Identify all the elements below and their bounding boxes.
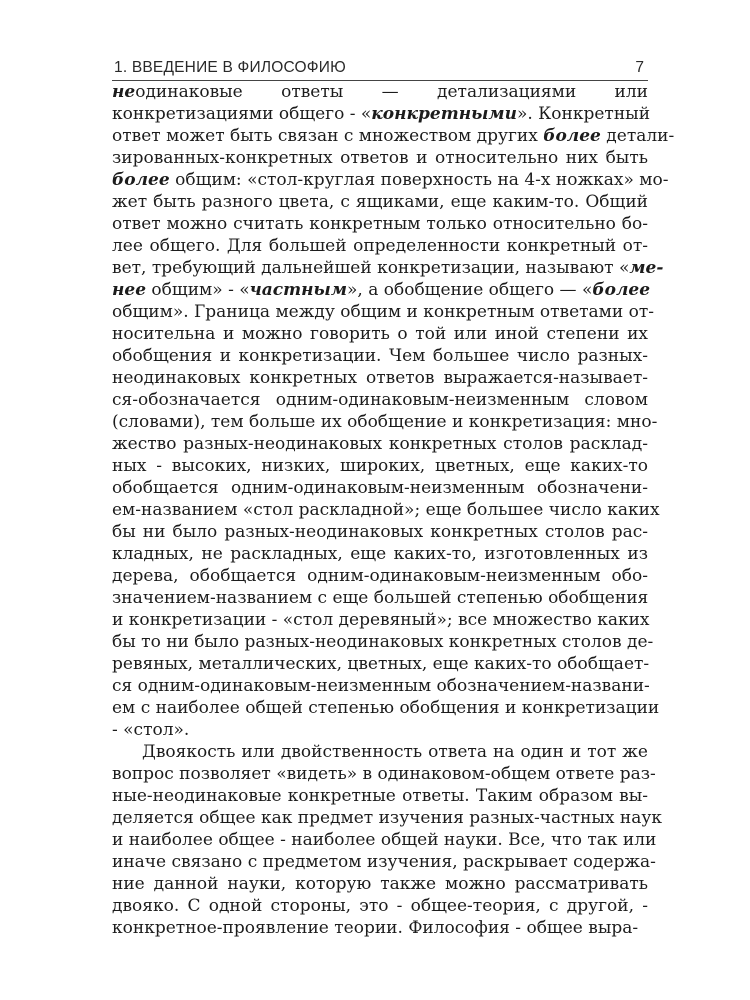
text-run: кладных, не раскладных, еще каких-то, изготовленных из: [112, 544, 648, 564]
text-line: [112, 367, 648, 389]
text-run: ем с наиболее общей степенью обобщения и конкретизации: [112, 698, 660, 718]
text-run: значением-названием с еще большей степенью обобщения: [112, 588, 649, 608]
text-run: », а обобщение общего — «: [347, 280, 593, 300]
text-run: неодинаковых конкретных ответов выражается-называет-: [112, 368, 648, 388]
running-header: [112, 56, 648, 80]
text-line: [112, 741, 648, 763]
text-run: вет, требующий дальнейшей конкретизации, называют «: [112, 258, 630, 278]
text-run: лее общего. Для большей определенности конкретный от-: [112, 236, 648, 256]
text-run: ных - высоких, низких, широких, цветных, еще каких-то: [112, 456, 648, 476]
text-run: носительна и можно говорить о той или иной степени их: [112, 324, 648, 344]
text-run: дерева, обобщается одним-одинаковым-неизменным обо-: [112, 566, 648, 586]
text-line: [112, 477, 648, 499]
text-line: [112, 631, 654, 653]
page-number: 7: [635, 59, 644, 76]
text-line: [112, 851, 656, 873]
text-line: [112, 895, 648, 917]
text-line: [112, 565, 648, 587]
text-line: [112, 257, 664, 279]
text-run: общим». Граница между общим и конкретным ответами от-: [112, 302, 655, 322]
text-run: и наиболее общее - наиболее общей науки. Все, что так или: [112, 830, 657, 850]
text-line: [112, 917, 648, 939]
text-line: [112, 191, 648, 213]
text-line: [112, 345, 648, 367]
text-line: [112, 499, 660, 521]
emphasis: ме-: [629, 258, 664, 278]
text-line: [112, 719, 648, 741]
chapter-title: 1. ВВЕДЕНИЕ В ФИЛОСОФИЮ: [114, 59, 346, 76]
body-text: [112, 81, 675, 939]
text-line: [112, 609, 648, 631]
text-run: ». Конкретный: [516, 104, 651, 124]
text-run: ние данной науки, которую также можно рассматривать: [112, 874, 648, 894]
text-run: ем-названием «стол раскладной»; еще большее число каких: [112, 500, 660, 520]
text-run: - «стол».: [112, 720, 190, 740]
text-run: Двоякость или двойственность ответа на один и тот же: [142, 742, 648, 762]
text-line: [112, 697, 660, 719]
emphasis: не: [112, 82, 136, 102]
text-run: обобщается одним-одинаковым-неизменным обозначени-: [112, 478, 648, 498]
paragraph: [112, 81, 675, 741]
text-run: общим» - «: [146, 280, 250, 300]
text-run: жество разных-неодинаковых конкретных столов расклад-: [112, 434, 648, 454]
text-line: [112, 389, 648, 411]
text-line: [112, 125, 675, 147]
text-line: [112, 455, 648, 477]
text-run: ся одним-одинаковым-неизменным обозначением-названи-: [112, 676, 650, 696]
text-run: вопрос позволяет «видеть» в одинаковом-общем ответе раз-: [112, 764, 656, 784]
text-line: [112, 587, 648, 609]
text-run: ответ можно считать конкретным только относительно бо-: [112, 214, 648, 234]
text-run: обобщения и конкретизации. Чем большее число разных-: [112, 346, 648, 366]
text-line: [112, 213, 648, 235]
text-run: деляется общее как предмет изучения разных-частных наук: [112, 808, 663, 828]
text-line: [112, 103, 651, 125]
text-run: (словами), тем больше их обобщение и конкретизация: мно-: [112, 412, 658, 432]
text-run: жет быть разного цвета, с ящиками, еще каким-то. Общий: [112, 192, 648, 212]
text-run: и конкретизации - «стол деревяный»; все множество каких: [112, 610, 650, 630]
text-line: [112, 81, 648, 103]
text-line: [112, 873, 648, 895]
text-run: одинаковые ответы — детализациями или: [135, 82, 648, 102]
text-line: [112, 829, 657, 851]
text-run: конкретное-проявление теории. Философия - общее выра-: [112, 918, 639, 938]
text-run: бы ни было разных-неодинаковых конкретных столов рас-: [112, 522, 648, 542]
text-run: двояко. С одной стороны, это - общее-теория, с другой, -: [112, 896, 648, 916]
text-run: иначе связано с предметом изучения, раскрывает содержа-: [112, 852, 656, 872]
emphasis: более: [592, 280, 651, 300]
text-line: [112, 301, 655, 323]
emphasis: более: [543, 126, 601, 146]
text-line: [112, 279, 651, 301]
paragraph: [112, 741, 663, 939]
text-line: [112, 169, 669, 191]
text-run: ные-неодинаковые конкретные ответы. Таким образом вы-: [112, 786, 648, 806]
text-run: ответ может быть связан с множеством других: [112, 126, 544, 146]
text-line: [112, 323, 648, 345]
text-run: детали-: [600, 126, 675, 146]
text-line: [112, 543, 648, 565]
text-run: ревяных, металлических, цветных, еще каких-то обобщает-: [112, 654, 650, 674]
text-line: [112, 653, 648, 675]
text-line: [112, 807, 663, 829]
emphasis: более: [112, 170, 170, 190]
emphasis: частным: [249, 280, 347, 300]
text-run: ся-обозначается одним-одинаковым-неизменным словом: [112, 390, 648, 410]
text-line: [112, 411, 658, 433]
text-run: общим: «стол-круглая поверхность на 4-х ножках» мо-: [169, 170, 669, 190]
emphasis: конкретными: [371, 104, 517, 124]
text-line: [112, 785, 648, 807]
text-line: [112, 235, 648, 257]
text-run: зированных-конкретных ответов и относительно них быть: [112, 148, 648, 168]
text-line: [112, 763, 656, 785]
text-line: [112, 675, 648, 697]
text-line: [112, 521, 648, 543]
text-run: бы то ни было разных-неодинаковых конкретных столов де-: [112, 632, 654, 652]
text-line: [112, 147, 648, 169]
text-run: конкретизациями общего - «: [112, 104, 372, 124]
emphasis: нее: [112, 280, 147, 300]
text-line: [112, 433, 648, 455]
